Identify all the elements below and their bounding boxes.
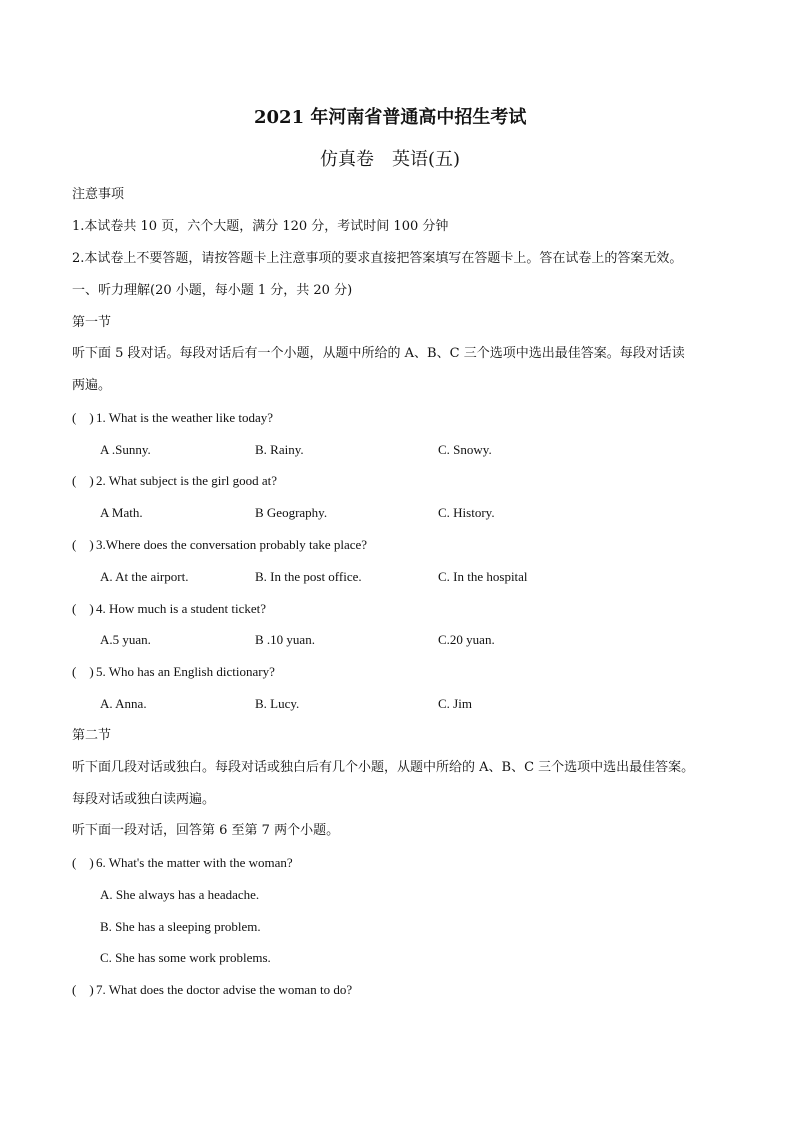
question-1	[72, 410, 273, 426]
question-3-option-c: C. In the hospital	[438, 569, 528, 584]
answer-blank[interactable]: ( )	[72, 982, 94, 997]
question-2-option-c: C. History.	[438, 505, 495, 520]
answer-blank[interactable]: ( )	[72, 664, 94, 679]
section-2-heading: 第二节	[72, 728, 112, 743]
notice-heading: 注意事项	[72, 187, 125, 202]
question-text: 2. What subject is the girl good at?	[96, 473, 277, 488]
answer-blank[interactable]: ( )	[72, 410, 94, 425]
question-6-option-a: A. She always has a headache.	[100, 887, 260, 902]
notice-item-1: 1.本试卷共 10 页，六个大题，满分 120 分，考试时间 100 分钟	[72, 219, 449, 234]
question-5-option-c: C. Jim	[438, 696, 472, 711]
question-2-option-a: A Math.	[100, 505, 143, 520]
question-2-option-b: B Geography.	[255, 505, 328, 520]
question-5-option-a: A. Anna.	[100, 696, 147, 711]
question-1-option-a: A .Sunny.	[100, 442, 151, 457]
question-4-option-b: B .10 yuan.	[255, 632, 315, 647]
question-5	[72, 664, 275, 680]
answer-blank[interactable]: ( )	[72, 601, 94, 616]
section-2-instruction-line-2: 每段对话或独白读两遍。	[72, 792, 216, 807]
question-1-option-c: C. Snowy.	[438, 442, 492, 457]
question-5-option-b: B. Lucy.	[255, 696, 300, 711]
section-2-instruction-line-1: 听下面几段对话或独白。每段对话或独白后有几个小题，从题中所给的 A、B、C 三个选项中选出最佳答案。	[72, 760, 695, 775]
section-2-sub-instruction: 听下面一段对话，回答第 6 至第 7 两个小题。	[72, 823, 340, 838]
section-1-instruction-line-1: 听下面 5 段对话。每段对话后有一个小题，从题中所给的 A、B、C 三个选项中选出最佳答案。每段对话读	[72, 346, 685, 361]
question-3	[72, 537, 367, 553]
question-6	[72, 855, 293, 871]
question-text: 4. How much is a student ticket?	[96, 601, 267, 616]
question-text: 6. What's the matter with the woman?	[96, 855, 293, 870]
question-2	[72, 473, 277, 489]
section-1-heading: 第一节	[72, 315, 112, 330]
exam-subtitle: 仿真卷 英语(五)	[320, 149, 461, 170]
question-text: 5. Who has an English dictionary?	[96, 664, 275, 679]
answer-blank[interactable]: ( )	[72, 537, 94, 552]
notice-item-2: 2.本试卷上不要答题，请按答题卡上注意事项的要求直接把答案填写在答题卡上。答在试卷上的答案无效。	[72, 251, 683, 266]
question-7	[72, 982, 352, 998]
question-6-option-c: C. She has some work problems.	[100, 950, 271, 965]
question-4-option-c: C.20 yuan.	[438, 632, 495, 647]
question-4	[72, 601, 266, 617]
question-3-option-b: B. In the post office.	[255, 569, 362, 584]
answer-blank[interactable]: ( )	[72, 855, 94, 870]
section-1-instruction-line-2: 两遍。	[72, 378, 112, 393]
question-4-option-a: A.5 yuan.	[100, 632, 151, 647]
question-text: 1. What is the weather like today?	[96, 410, 274, 425]
part-1-heading: 一、听力理解(20 小题，每小题 1 分，共 20 分)	[72, 283, 353, 298]
answer-blank[interactable]: ( )	[72, 473, 94, 488]
exam-title: 2021 年河南省普通高中招生考试	[254, 107, 527, 128]
question-text: 3.Where does the conversation probably take place?	[96, 537, 368, 552]
question-6-option-b: B. She has a sleeping problem.	[100, 919, 261, 934]
question-1-option-b: B. Rainy.	[255, 442, 304, 457]
question-3-option-a: A. At the airport.	[100, 569, 189, 584]
question-text: 7. What does the doctor advise the woman to do?	[96, 982, 353, 997]
